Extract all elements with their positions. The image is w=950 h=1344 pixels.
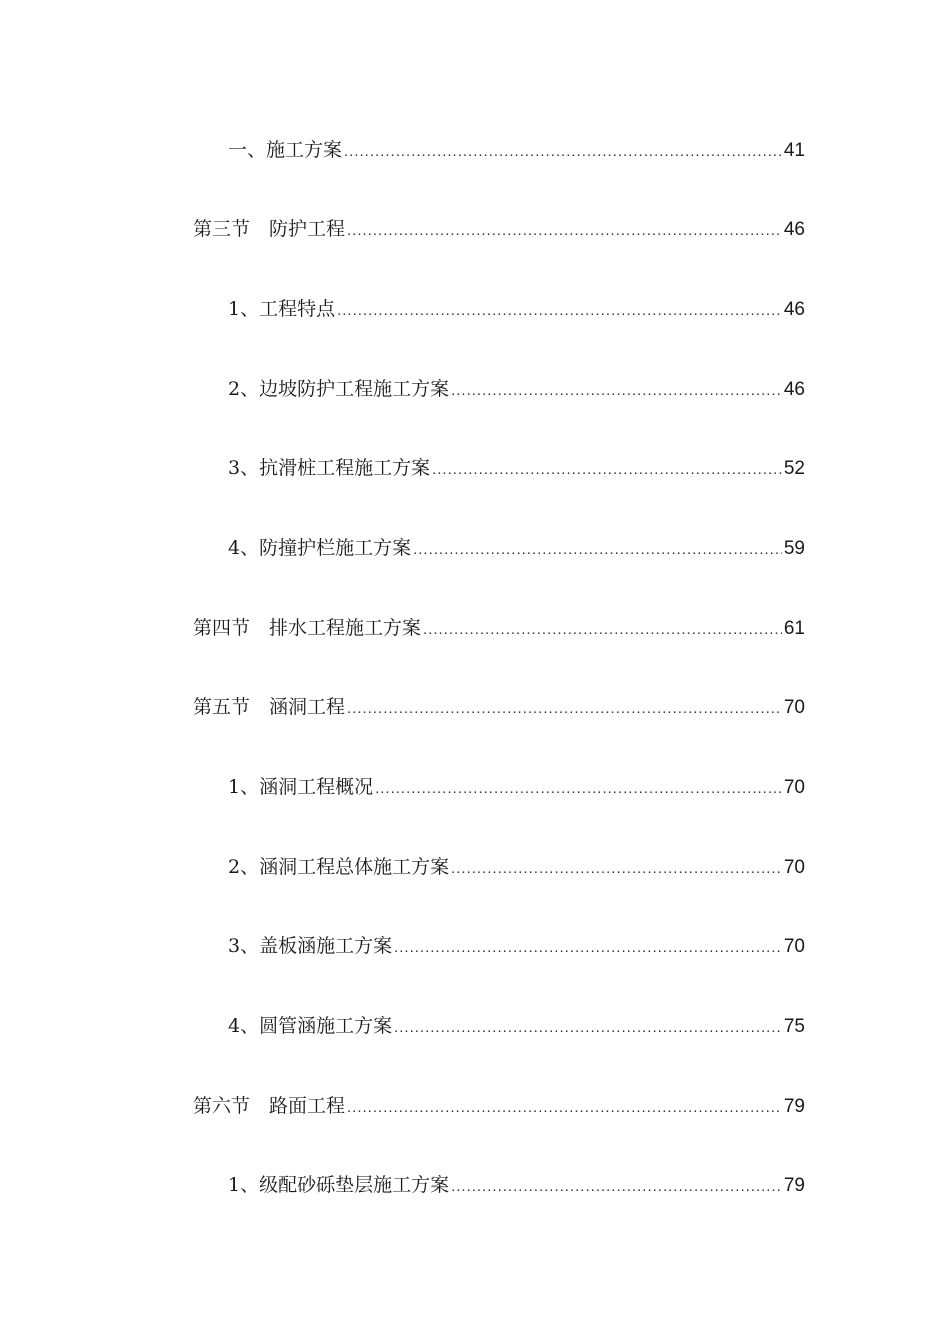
toc-entry-label: 2、涵洞工程总体施工方案 [228, 856, 450, 878]
toc-entry-label: 2、边坡防护工程施工方案 [228, 378, 450, 400]
toc-entry-label: 4、圆管涵施工方案 [228, 1015, 393, 1037]
toc-page-number: 75 [783, 1016, 805, 1037]
toc-entry-label: 一、施工方案 [228, 139, 343, 161]
toc-dot-leader [451, 376, 782, 406]
toc-entry[interactable] [228, 294, 805, 324]
toc-dot-leader [347, 1093, 782, 1123]
toc-entry[interactable] [228, 852, 805, 882]
toc-page-number: 70 [783, 777, 805, 798]
toc-dot-leader [423, 615, 782, 645]
toc-entry[interactable] [228, 1170, 805, 1200]
toc-entry-label: 第六节 路面工程 [193, 1095, 346, 1117]
toc-page-number: 59 [783, 538, 805, 559]
toc-entry-label: 第五节 涵洞工程 [193, 696, 346, 718]
toc-page-number: 70 [783, 936, 805, 957]
toc-page-number: 70 [783, 697, 805, 718]
toc-dot-leader [413, 535, 782, 565]
toc-page-number: 79 [783, 1175, 805, 1196]
toc-entry[interactable] [228, 1011, 805, 1041]
toc-entry-label: 1、涵洞工程概况 [228, 776, 374, 798]
toc-page-number: 70 [783, 857, 805, 878]
toc-entry[interactable] [228, 135, 805, 165]
toc-page-number: 52 [783, 458, 805, 479]
toc-dot-leader [344, 137, 782, 167]
toc-entry-label: 第三节 防护工程 [193, 218, 346, 240]
toc-page-number: 79 [783, 1096, 805, 1117]
toc-page-number: 46 [783, 219, 805, 240]
toc-dot-leader [432, 455, 782, 485]
toc-page-number: 41 [783, 140, 805, 161]
toc-entry-label: 1、级配砂砾垫层施工方案 [228, 1174, 450, 1196]
toc-entry-label: 3、盖板涵施工方案 [228, 935, 393, 957]
toc-page-number: 46 [783, 379, 805, 400]
toc-page-number: 61 [783, 618, 805, 639]
toc-entry[interactable] [193, 1091, 805, 1121]
toc-dot-leader [337, 296, 782, 326]
toc-dot-leader [347, 694, 782, 724]
toc-entry[interactable] [193, 613, 805, 643]
toc-entry[interactable] [193, 692, 805, 722]
toc-entry-label: 第四节 排水工程施工方案 [193, 617, 422, 639]
toc-entry-label: 4、防撞护栏施工方案 [228, 537, 412, 559]
toc-entry[interactable] [228, 374, 805, 404]
toc-dot-leader [394, 933, 782, 963]
toc-dot-leader [375, 774, 782, 804]
toc-entry-label: 1、工程特点 [228, 298, 336, 320]
toc-entry[interactable] [193, 214, 805, 244]
toc-page-number: 46 [783, 299, 805, 320]
toc-entry[interactable] [228, 453, 805, 483]
toc-dot-leader [451, 1172, 782, 1202]
toc-dot-leader [394, 1013, 782, 1043]
toc-dot-leader [347, 216, 782, 246]
toc-entry[interactable] [228, 533, 805, 563]
toc-dot-leader [451, 854, 782, 884]
toc-entry[interactable] [228, 772, 805, 802]
toc-entry[interactable] [228, 931, 805, 961]
toc-entry-label: 3、抗滑桩工程施工方案 [228, 457, 431, 479]
